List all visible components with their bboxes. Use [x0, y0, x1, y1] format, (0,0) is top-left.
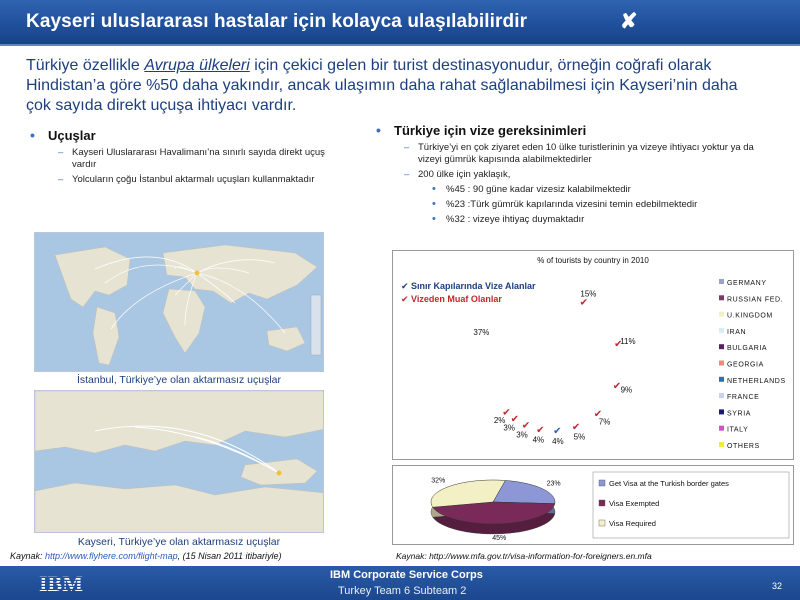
check-icon-netherlands: ✔ [536, 424, 545, 436]
legend2-label-visa-required: Visa Required [609, 519, 656, 528]
flights-section [26, 128, 326, 189]
check-icon-georgia: ✔ [553, 425, 562, 437]
visa-pie-chart [393, 466, 793, 544]
check-icon-italy: ✔ [502, 407, 511, 419]
pie-label-others: 37% [473, 328, 490, 338]
visa-subitem-2: • %23 :Türk gümrük kapılarında vizesini temin edebilmektedir [372, 199, 742, 211]
annotation-border-visa: Sınır Kapılarında Vize Alanlar [411, 281, 536, 291]
legend-swatch-france [719, 393, 724, 398]
legend-swatch-u-kingdom [719, 312, 724, 317]
flights-source-note: , (15 Nisan 2011 itibariyle) [177, 551, 282, 561]
legend-swatch-others [719, 442, 724, 447]
legend-label-germany: GERMANY [727, 280, 767, 287]
legend-swatch-bulgaria [719, 344, 724, 349]
legend-swatch-syria [719, 409, 724, 414]
pie-label-u-kingdom: 9% [620, 385, 633, 395]
pie-label-bulgaria: 5% [573, 432, 586, 442]
flights-item-2: – Yolcuların çoğu İstanbul aktarmalı uçuşları kullanmaktadır [26, 174, 326, 186]
legend-label-u-kingdom: U.KINGDOM [727, 312, 773, 320]
pie2-label-visa-required: 32% [431, 477, 446, 485]
flights-source-label: Kaynak: [10, 551, 46, 561]
legend-label-syria: SYRIA [727, 410, 752, 418]
legend-label-italy: ITALY [727, 426, 749, 434]
pie-label-france: 3% [516, 430, 528, 440]
annotation-visa-exempt: Vizeden Muaf Olanlar [411, 294, 502, 304]
pie-label-russian-fed: 11% [620, 337, 636, 347]
flights-heading: • Uçuşlar [26, 128, 326, 143]
legend-swatch-germany [719, 279, 724, 284]
slide-title: Kayseri uluslararası hastalar için kolayca ulaşılabilirdir [26, 11, 528, 32]
legend-swatch-georgia [719, 361, 724, 366]
istanbul-flight-map[interactable] [34, 232, 324, 372]
legend-swatch-iran [719, 328, 724, 333]
tourists-pie-chart [393, 251, 793, 459]
istanbul-map-caption: İstanbul, Türkiye’ye olan aktarmasız uçuşlar [76, 374, 282, 386]
visa-source: Kaynak: http://www.mfa.gov.tr/visa-information-for-foreigners.en.mfa [396, 551, 652, 561]
pie-label-italy: 2% [493, 415, 506, 425]
x-mark-icon: ✘ [620, 10, 638, 33]
legend-label-france: FRANCE [727, 394, 760, 402]
title-bar [0, 0, 800, 46]
check-icon-germany: ✔ [579, 297, 589, 309]
istanbul-map-graphic [35, 233, 324, 372]
legend2-swatch-visa-exempted [599, 500, 605, 506]
visa-subitem-1: • %45 : 90 güne kadar vizesiz kalabilmektedir [372, 184, 742, 196]
check-icon-france: ✔ [521, 420, 531, 432]
kayseri-map-graphic [35, 391, 324, 533]
legend2-label-visa-exempted: Visa Exempted [609, 499, 660, 508]
legend-label-georgia: GEORGIA [727, 361, 764, 369]
check-icon-u-kingdom: ✔ [612, 381, 622, 393]
flights-source [10, 551, 281, 561]
legend-label-others: OTHERS [727, 443, 760, 450]
visa-heading: • Türkiye için vize gereksinimleri [372, 123, 792, 138]
page-number: 32 [771, 581, 782, 591]
check-icon-bulgaria: ✔ [571, 421, 581, 433]
check-icon-iran: ✔ [593, 409, 603, 421]
visa-section [372, 123, 792, 229]
pie2-label-visa-exempted: 45% [492, 534, 507, 542]
footer [0, 566, 800, 600]
pie-label-germany: 15% [580, 289, 597, 299]
legend2-swatch-visa-required [599, 520, 605, 526]
pie-label-syria: 3% [503, 423, 515, 433]
intro-after: için çekici gelen bir turist destinasyonudur, örneğin coğrafi olarak Hindistan’a göre %50 daha yakındır, ancak ulaşımın daha rahat sağlanabilmesi için Kayseri’nin daha çok sayıda direkt uçuşa ihtiyacı vardır. [26, 57, 738, 114]
legend-swatch-russian-fed [719, 295, 724, 300]
footer-corp: IBM Corporate Service Corps [330, 569, 483, 581]
legend-swatch-italy [719, 426, 724, 431]
kayseri-map-caption: Kayseri, Türkiye’ye olan aktarmasız uçuşlar [77, 536, 281, 548]
legend2-label-get-visa-at-the-turkish-border-gates: Get Visa at the Turkish border gates [609, 479, 729, 488]
legend-label-russian-fed: RUSSIAN FED. [727, 296, 784, 304]
visa-item-1: – Türkiye’yi en çok ziyaret eden 10 ülke turistlerinin ya vizeye ihtiyacı yoktur ya da vizeyi gümrük kapısında alabilmektedirler [372, 142, 772, 166]
annotation-check-icon-1: ✔ [401, 282, 409, 292]
legend-label-iran: IRAN [727, 328, 747, 336]
flights-source-link[interactable]: http://www.flyhere.com/flight-map [45, 551, 178, 561]
ibm-logo [24, 572, 98, 594]
check-icon-syria: ✔ [510, 414, 519, 426]
legend-swatch-netherlands [719, 377, 724, 382]
flights-item-1: – Kayseri Uluslararası Havalimanı’na sınırlı sayıda direkt uçuş vardır [26, 147, 326, 171]
intro-emphasis: Avrupa ülkeleri [144, 57, 250, 74]
legend-label-netherlands: NETHERLANDS [727, 377, 786, 385]
pie-label-georgia: 4% [552, 436, 564, 446]
footer-team: Turkey Team 6 Subteam 2 [338, 585, 467, 597]
intro-text [26, 56, 766, 116]
visa-item-2: – 200 ülke için yaklaşık, [372, 169, 772, 181]
pie-label-netherlands: 4% [532, 435, 545, 445]
pie-label-iran: 7% [598, 417, 611, 427]
legend-label-bulgaria: BULGARIA [727, 345, 768, 353]
pie2-label-get-visa-at-the-turkish-border-gates: 23% [546, 480, 561, 488]
intro-before: Türkiye özellikle [26, 57, 145, 74]
tourists-chart-title: % of tourists by country in 2010 [537, 256, 649, 265]
tourists-chart-box [392, 250, 794, 460]
visa-subitem-3: • %32 : vizeye ihtiyaç duymaktadır [372, 214, 742, 226]
legend2-swatch-get-visa-at-the-turkish-border-gates [599, 480, 605, 486]
check-icon-russian-fed: ✔ [614, 339, 623, 351]
kayseri-flight-map[interactable] [34, 390, 324, 533]
annotation-check-icon-2: ✔ [401, 295, 409, 305]
ibm-logo-text: IBM [39, 572, 83, 594]
visa-chart-box [392, 465, 794, 545]
